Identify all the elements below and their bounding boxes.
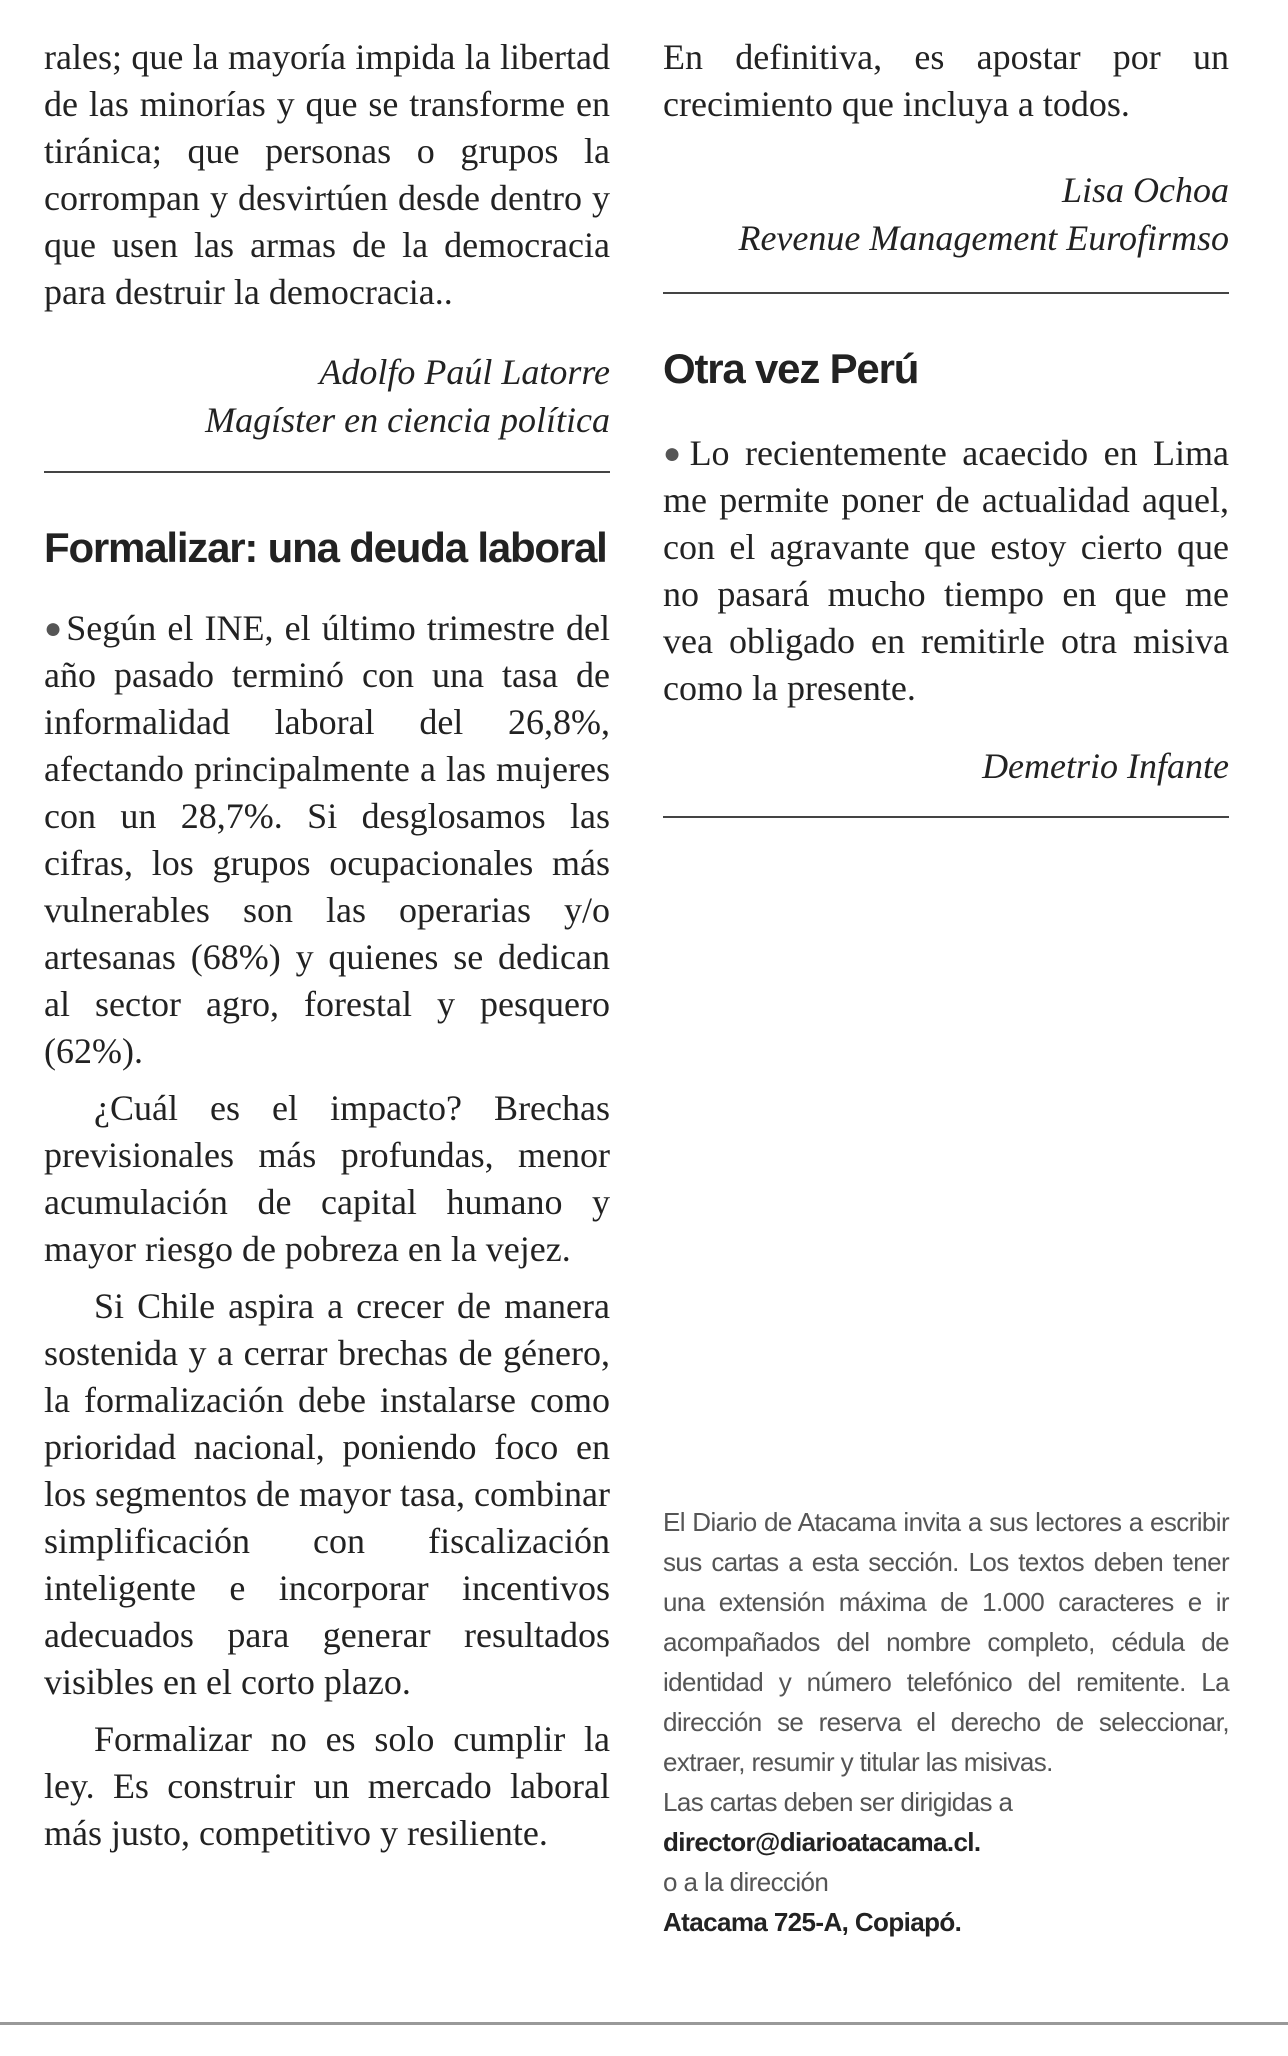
right-column — [663, 0, 1229, 818]
letter2-paragraph-4: Formalizar no es solo cumplir la ley. Es construir un mercado laboral más justo, competitivo y resiliente. — [44, 1719, 610, 1853]
notice-text: El Diario de Atacama invita a sus lectores a escribir sus cartas a esta sección. Los textos deben tener una extensión máxima de 1.000 caracteres e ir acompañados del nombre completo, cédula de identidad y número telefónico del remitente. La dirección se reserva el derecho de seleccionar, extraer, resumir y titular las misivas. — [663, 1507, 1229, 1777]
letter3-p1-text: Lo recientemente acaecido en Lima me permite poner de actualidad aquel, con el agravante que estoy cierto que no pasará mucho tiempo en que me vea obligado en remitirle otra misiva como la presente. — [663, 433, 1230, 708]
bullet-icon: ● — [44, 612, 65, 645]
letter2-author: Lisa Ochoa — [1061, 170, 1229, 210]
letter3-heading: Otra vez Perú — [663, 345, 919, 392]
footer-divider — [0, 2022, 1288, 2025]
notice-email: director@diarioatacama.cl. — [663, 1827, 981, 1857]
letter2-p1-text: Según el INE, el último trimestre del año pasado terminó con una tasa de informalidad laboral del 26,8%, afectando principalmente a las mujeres con un 28,7%. Si desglosamos las cifras, los grupos ocupacionales más vulnerables son las operarias y/o artesanas (68%) y quienes se dedican al sector agro, forestal y pesquero (62%). — [44, 608, 610, 1071]
divider — [663, 816, 1229, 818]
left-column — [44, 0, 610, 1857]
letter3-paragraph-1 — [663, 430, 1229, 712]
letter2-paragraph-1 — [44, 605, 610, 1075]
letter2-conclusion: En definitiva, es apostar por un crecimiento que incluya a todos. — [663, 37, 1229, 124]
notice-address: Atacama 725-A, Copiapó. — [663, 1907, 962, 1937]
submission-notice — [663, 1502, 1229, 1942]
letter1-author: Adolfo Paúl Latorre — [319, 352, 610, 392]
letter1-continuation: rales; que la mayoría impida la libertad de las minorías y que se transforme en tiránica; que personas o grupos la corrompan y desvirtúen desde dentro y que usen las armas de la democracia para destruir la democracia.. — [44, 37, 610, 312]
letter1-role: Magíster en ciencia política — [205, 400, 610, 440]
letter2-paragraph-2: ¿Cuál es el impacto? Brechas previsionales más profundas, menor acumulación de capital humano y mayor riesgo de pobreza en la vejez. — [44, 1088, 610, 1269]
letter3-author: Demetrio Infante — [982, 746, 1229, 786]
letter2-role: Revenue Management Eurofirmso — [738, 218, 1229, 258]
divider — [44, 471, 610, 473]
divider — [663, 292, 1229, 294]
letter2-paragraph-3: Si Chile aspira a crecer de manera sostenida y a cerrar brechas de género, la formalización debe instalarse como prioridad nacional, poniendo foco en los segmentos de mayor tasa, combinar simplificación con fiscalización inteligente e incorporar incentivos adecuados para generar resultados visibles en el corto plazo. — [44, 1286, 610, 1702]
notice-or-label: o a la dirección — [663, 1867, 829, 1897]
notice-send-to-label: Las cartas deben ser dirigidas a — [663, 1787, 1013, 1817]
bullet-icon: ● — [663, 437, 688, 470]
letter2-heading: Formalizar: una deuda laboral — [44, 524, 607, 571]
